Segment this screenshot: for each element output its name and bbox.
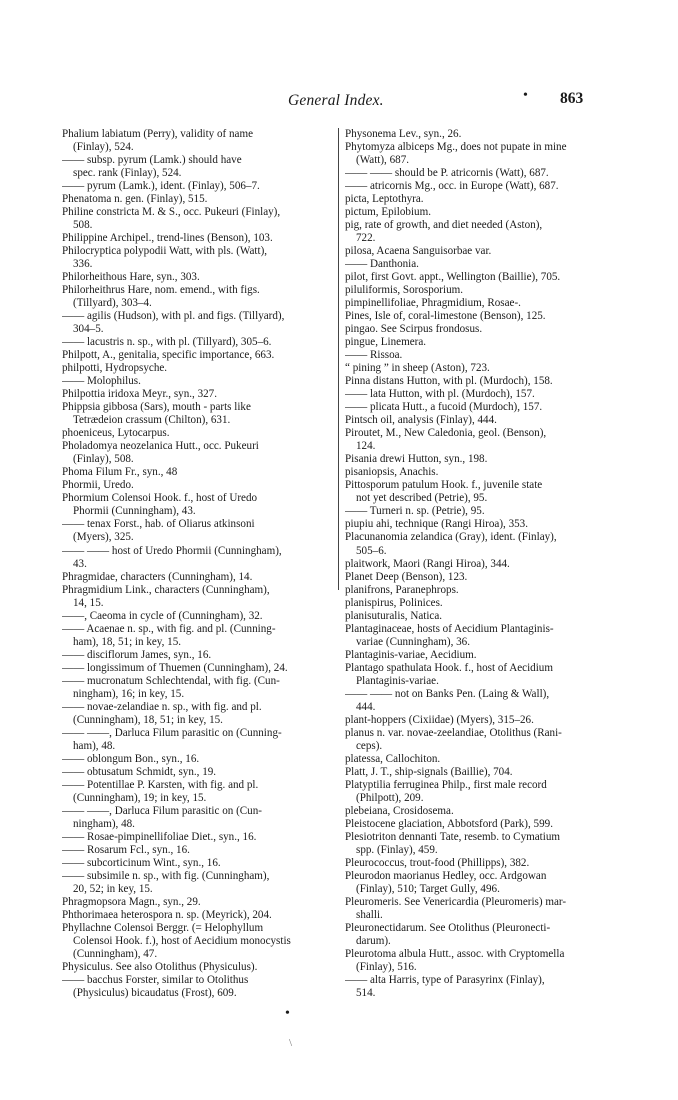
index-entry-line: Phthorimaea heterospora n. sp. (Meyrick), 204.: [62, 908, 272, 921]
index-entry-line: Platt, J. T., ship-signals (Baillie), 704.: [345, 765, 513, 778]
index-entry-line: planisuturalis, Natica.: [345, 609, 443, 622]
index-entry-line: —— alta Harris, type of Parasyrinx (Finlay),: [345, 974, 545, 987]
index-entry-line: —— pyrum (Lamk.), ident. (Finlay), 506–7.: [62, 180, 260, 193]
index-entry-line: —— Turneri n. sp. (Petrie), 95.: [345, 505, 485, 518]
index-entry-line: Phenatoma n. gen. (Finlay), 515.: [62, 193, 208, 206]
index-entry-line: (Cunningham), 18, 51; in key, 15.: [73, 713, 223, 726]
index-entry-line: —— oblongum Bon., syn., 16.: [62, 752, 200, 765]
index-entry-line: —— —— should be P. atricornis (Watt), 687.: [345, 167, 549, 180]
index-entry-line: phoeniceus, Lytocarpus.: [62, 427, 170, 440]
index-entry-line: Plantaginaceae, hosts of Aecidium Plantaginis-: [345, 622, 554, 635]
index-entry-line: (Finlay), 508.: [73, 453, 134, 466]
index-entry-line: 43.: [73, 557, 87, 570]
index-entry-line: —— mucronatum Schlechtendal, with fig. (Cun-: [62, 674, 280, 687]
index-entry-line: —— novae-zelandiae n. sp., with fig. and pl.: [62, 700, 262, 713]
index-entry-line: Pleurotoma albula Hutt., assoc. with Cryptomella: [345, 947, 565, 960]
index-entry-line: Phyllachne Colensoi Berggr. (= Helophyllum: [62, 921, 264, 934]
index-entry-line: ham), 48.: [73, 739, 116, 752]
index-entry-line: pisaniopsis, Anachis.: [345, 466, 439, 479]
index-entry-line: —— plicata Hutt., a fucoid (Murdoch), 157.: [345, 401, 543, 414]
index-entry-line: plebeiana, Crosidosema.: [345, 804, 454, 817]
index-entry-line: ningham), 48.: [73, 817, 135, 830]
index-entry-line: ningham), 16; in key, 15.: [73, 687, 185, 700]
index-entry-line: piupiu ahi, technique (Rangi Hiroa), 353.: [345, 518, 529, 531]
index-entry-line: Pholadomya neozelanica Hutt., occ. Pukeuri: [62, 440, 259, 453]
index-entry-line: 505–6.: [356, 544, 387, 557]
running-head-dot: •: [523, 88, 528, 103]
index-entry-line: —— obtusatum Schmidt, syn., 19.: [62, 765, 217, 778]
index-entry-line: Phoma Filum Fr., syn., 48: [62, 466, 178, 479]
index-entry-line: Pinna distans Hutton, with pl. (Murdoch), 158.: [345, 375, 553, 388]
index-entry-line: 514.: [356, 987, 376, 1000]
index-entry-line: —— Potentillae P. Karsten, with fig. and pl.: [62, 778, 259, 791]
index-entry-line: Phragmopsora Magn., syn., 29.: [62, 895, 201, 908]
index-entry-line: Phytomyza albiceps Mg., does not pupate in mine: [345, 141, 567, 154]
index-entry-line: 508.: [73, 219, 93, 232]
index-entry-line: (Finlay), 516.: [356, 961, 417, 973]
index-entry-line: 124.: [356, 440, 376, 453]
index-entry-line: (Myers), 325.: [73, 531, 134, 544]
index-entry-line: Piroutet, M., New Caledonia, geol. (Benson),: [345, 427, 547, 440]
index-entry-line: Phormium Colensoi Hook. f., host of Uredo: [62, 492, 258, 505]
index-entry-line: pimpinellifoliae, Phragmidium, Rosae-.: [345, 297, 521, 310]
index-entry-line: Pisania drewi Hutton, syn., 198.: [345, 453, 488, 466]
index-entry-line: —— lata Hutton, with pl. (Murdoch), 157.: [345, 388, 535, 401]
index-entry-line: planispirus, Polinices.: [345, 596, 443, 609]
index-entry-line: (Watt), 687.: [356, 154, 410, 167]
index-entry-line: Pleistocene glaciation, Abbotsford (Park), 599.: [345, 817, 553, 830]
index-entry-line: Phormii (Cunningham), 43.: [73, 505, 196, 518]
index-entry-line: Phippsia gibbosa (Sars), mouth - parts like: [62, 401, 251, 414]
page-number: 863: [560, 90, 584, 107]
index-entry-line: pictum, Epilobium.: [345, 206, 431, 219]
index-entry-line: —— bacchus Forster, similar to Otolithus: [62, 974, 249, 987]
index-entry-line: Colensoi Hook. f.), host of Aecidium monocystis: [73, 934, 291, 947]
index-entry-line: —— agilis (Hudson), with pl. and figs. (Tillyard),: [62, 310, 285, 323]
index-entry-line: —— ——, Darluca Filum parasitic on (Cunning-: [62, 726, 282, 739]
index-entry-line: (Cunningham), 19; in key, 15.: [73, 791, 207, 804]
index-entry-line: ham), 18, 51; in key, 15.: [73, 635, 182, 648]
index-entry-line: Pleurococcus, trout-food (Phillipps), 382.: [345, 856, 530, 869]
index-entry-line: 304–5.: [73, 323, 104, 336]
index-entry-line: Tetrædeion crassum (Chilton), 631.: [73, 414, 231, 427]
index-entry-line: —— subsimile n. sp., with fig. (Cunningham),: [62, 869, 270, 882]
index-entry-line: Planet Deep (Benson), 123.: [345, 570, 468, 583]
index-entry-line: Plantago spathulata Hook. f., host of Aecidium: [345, 661, 553, 674]
index-entry-line: —— —— host of Uredo Phormii (Cunningham),: [62, 544, 282, 557]
index-entry-line: planifrons, Paranephrops.: [345, 583, 459, 596]
index-entry-line: 14, 15.: [73, 596, 104, 609]
index-entry-line: Physiculus. See also Otolithus (Physiculus).: [62, 961, 258, 973]
index-entry-line: philpotti, Hydropsyche.: [62, 362, 168, 375]
index-entry-line: pingao. See Scirpus frondosus.: [345, 323, 483, 336]
running-head-title: General Index.: [288, 92, 384, 109]
index-column-right: [345, 128, 620, 1000]
index-entry-line: darum).: [356, 934, 391, 947]
index-entry-line: shalli.: [356, 908, 383, 921]
index-entry-line: Plantaginis-variae.: [356, 674, 439, 687]
index-entry-line: Philorheithous Hare, syn., 303.: [62, 271, 200, 284]
index-entry-line: piluliformis, Sorosporium.: [345, 284, 464, 297]
index-entry-line: —— —— not on Banks Pen. (Laing & Wall),: [345, 687, 550, 700]
index-entry-line: —— ——, Darluca Filum parasitic on (Cun-: [62, 804, 262, 817]
index-entry-line: Philpott, A., genitalia, specific importance, 663.: [62, 349, 275, 362]
index-entry-line: Phalium labiatum (Perry), validity of name: [62, 128, 254, 140]
index-entry-line: —— atricornis Mg., occ. in Europe (Watt), 687.: [345, 180, 559, 193]
index-entry-line: spp. (Finlay), 459.: [356, 843, 438, 856]
index-entry-line: (Physiculus) bicaudatus (Frost), 609.: [73, 987, 237, 1000]
index-entry-line: —— Rissoa.: [345, 349, 403, 362]
index-entry-line: Pines, Isle of, coral-limestone (Benson), 125.: [345, 310, 546, 323]
index-entry-line: —— disciflorum James, syn., 16.: [62, 648, 212, 661]
index-entry-line: Physonema Lev., syn., 26.: [345, 128, 462, 140]
index-entry-line: —— subsp. pyrum (Lamk.) should have: [62, 154, 242, 167]
index-entry-line: picta, Leptothyra.: [345, 193, 424, 206]
index-entry-line: —— subcorticinum Wint., syn., 16.: [62, 856, 221, 869]
index-entry-line: spec. rank (Finlay), 524.: [73, 167, 182, 180]
index-entry-line: planus n. var. novae-zeelandiae, Otolithus (Rani-: [345, 726, 562, 739]
column-divider: [338, 128, 339, 590]
index-entry-line: 20, 52; in key, 15.: [73, 882, 153, 895]
index-entry-line: not yet described (Petrie), 95.: [356, 492, 488, 505]
index-entry-line: plaitwork, Maori (Rangi Hiroa), 344.: [345, 557, 510, 570]
index-entry-line: Pleuronectidarum. See Otolithus (Pleuronecti-: [345, 921, 551, 934]
index-entry-line: pilot, first Govt. appt., Wellington (Baillie), 705.: [345, 271, 561, 284]
index-entry-line: 722.: [356, 232, 376, 245]
index-entry-line: Plesiotriton dennanti Tate, resemb. to Cymatium: [345, 830, 561, 843]
index-entry-line: pilosa, Acaena Sanguisorbae var.: [345, 245, 492, 258]
footer-tick: \: [289, 1037, 293, 1049]
index-entry-line: pig, rate of growth, and diet needed (Aston),: [345, 219, 543, 232]
index-entry-line: Phragmidae, characters (Cunningham), 14.: [62, 570, 253, 583]
index-entry-line: —— tenax Forst., hab. of Oliarus atkinsoni: [62, 518, 255, 531]
index-entry-line: (Cunningham), 47.: [73, 947, 158, 960]
index-entry-line: —— longissimum of Thuemen (Cunningham), 24.: [62, 661, 288, 674]
index-entry-line: variae (Cunningham), 36.: [356, 635, 470, 648]
index-entry-line: Phormii, Uredo.: [62, 479, 134, 492]
index-entry-line: Philocryptica polypodii Watt, with pls. (Watt),: [62, 245, 268, 258]
index-entry-line: plant-hoppers (Cixiidae) (Myers), 315–26.: [345, 713, 534, 726]
index-entry-line: Philine constricta M. & S., occ. Pukeuri (Finlay),: [62, 206, 281, 219]
index-entry-line: Philippine Archipel., trend-lines (Benson), 103.: [62, 232, 273, 245]
index-entry-line: (Philpott), 209.: [356, 791, 424, 804]
index-entry-line: Platyptilia ferruginea Philp., first male record: [345, 778, 547, 791]
index-entry-line: (Tillyard), 303–4.: [73, 297, 152, 310]
index-entry-line: Pleuromeris. See Venericardia (Pleuromeris) mar-: [345, 895, 567, 908]
index-entry-line: —— Acaenae n. sp., with fig. and pl. (Cunning-: [62, 622, 276, 635]
index-entry-line: platessa, Callochiton.: [345, 752, 441, 765]
footer-mark: •: [285, 1006, 290, 1021]
index-entry-line: pingue, Linemera.: [345, 336, 427, 349]
index-entry-line: —— lacustris n. sp., with pl. (Tillyard), 305–6.: [62, 336, 272, 349]
index-entry-line: 336.: [73, 258, 93, 271]
index-entry-line: (Finlay), 510; Target Gully, 496.: [356, 882, 500, 895]
index-entry-line: 444.: [356, 700, 376, 713]
index-entry-line: Philpottia iridoxa Meyr., syn., 327.: [62, 388, 217, 401]
index-entry-line: Pintsch oil, analysis (Finlay), 444.: [345, 414, 497, 427]
index-entry-line: Plantaginis-variae, Aecidium.: [345, 648, 477, 661]
index-entry-line: Phragmidium Link., characters (Cunningham),: [62, 583, 270, 596]
index-entry-line: (Finlay), 524.: [73, 141, 134, 154]
index-entry-line: “ pining ” in sheep (Aston), 723.: [345, 362, 490, 375]
index-entry-line: Philorheithrus Hare, nom. emend., with figs.: [62, 284, 260, 297]
index-entry-line: ——, Caeoma in cycle of (Cunningham), 32.: [62, 609, 263, 622]
index-column-left: [62, 128, 334, 1000]
index-entry-line: —— Rosarum Fcl., syn., 16.: [62, 843, 190, 856]
index-entry-line: Pleurodon maorianus Hedley, occ. Ardgowan: [345, 869, 547, 882]
index-entry-line: —— Molophilus.: [62, 375, 141, 388]
index-entry-line: Placunanomia zelandica (Gray), ident. (Finlay),: [345, 531, 557, 544]
index-entry-line: —— Rosae-pimpinellifoliae Diet., syn., 16.: [62, 830, 257, 843]
index-entry-line: —— Danthonia.: [345, 258, 419, 271]
index-entry-line: ceps).: [356, 739, 383, 752]
index-entry-line: Pittosporum patulum Hook. f., juvenile state: [345, 479, 543, 492]
